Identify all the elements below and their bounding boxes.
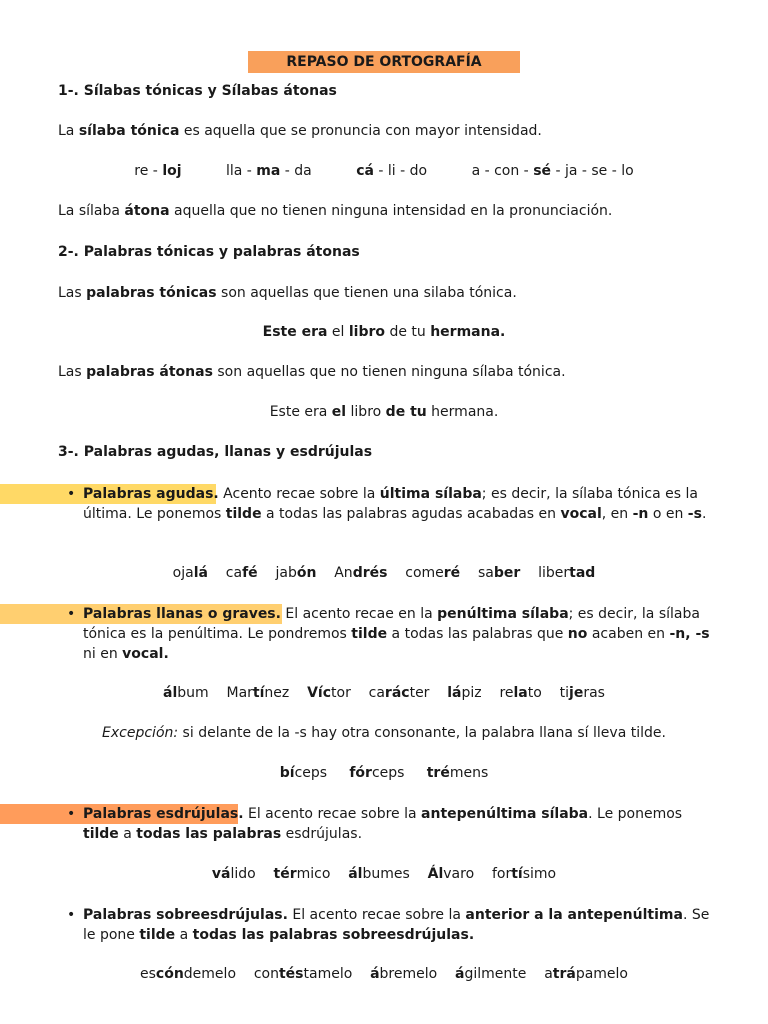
example-word: Víctor <box>307 685 351 701</box>
example-word: jabón <box>275 565 317 581</box>
example-word: álbum <box>163 685 209 701</box>
example-word: libertad <box>538 565 596 581</box>
example-word: ojalá <box>172 565 208 581</box>
esdrujulas-examples <box>0 866 768 882</box>
bullet-dot-icon: • <box>67 606 76 622</box>
example-word: lla - ma - da <box>225 163 312 179</box>
example-word: térmico <box>273 866 331 882</box>
section-3-heading: 3-. Palabras agudas, llanas y esdrújulas <box>58 444 373 460</box>
document-title: REPASO DE ORTOGRAFÍA <box>248 51 520 73</box>
bullet-sobreesdrujulas: • Palabras sobreesdrújulas. El acento recae sobre la anterior a la antepenúltima. Se le pone tilde a todas las palabras sobreesdrújulas. <box>67 907 710 943</box>
excepcion-note: Excepción: si delante de la -s hay otra consonante, la palabra llana sí lleva tilde. <box>102 725 666 741</box>
bullet-dot-icon: • <box>67 907 76 923</box>
bullet-esdrujulas: • Palabras esdrújulas. El acento recae sobre la antepenúltima sílaba. Le ponemos tilde a todas las palabras esdrújulas. <box>67 806 683 842</box>
example-word: atrápamelo <box>544 966 628 982</box>
bullet-dot-icon: • <box>67 806 76 822</box>
example-word: escóndemelo <box>139 966 237 982</box>
bullet-dot-icon: • <box>67 486 76 502</box>
agudas-examples <box>0 565 768 581</box>
example-word: tijeras <box>559 685 605 701</box>
example-word: comeré <box>405 565 461 581</box>
s1-examples <box>0 163 768 179</box>
example-word: fortísimo <box>491 866 557 882</box>
example-word: ágilmente <box>455 966 527 982</box>
bullet-llanas: • Palabras llanas o graves. El acento recae en la penúltima sílaba; es decir, la sílaba tónica es la penúltima. Le pondremos tilde a todas las palabras que no acaben en -n, -s ni en vocal. <box>67 606 710 662</box>
example-word: álbumes <box>348 866 410 882</box>
example-word: café <box>225 565 258 581</box>
example-word: Martínez <box>226 685 290 701</box>
section-1-heading: 1-. Sílabas tónicas y Sílabas átonas <box>58 83 337 99</box>
example-word: relato <box>499 685 542 701</box>
s1-line-1: La sílaba tónica es aquella que se pronuncia con mayor intensidad. <box>58 123 542 139</box>
example-word: re - loj <box>134 163 182 179</box>
example-word: saber <box>478 565 521 581</box>
example-word: contéstamelo <box>253 966 353 982</box>
s1-line-2: La sílaba átona aquella que no tienen ninguna intensidad en la pronunciación. <box>58 203 613 219</box>
example-word: Álvaro <box>427 866 475 882</box>
example-word: Andrés <box>334 565 388 581</box>
example-word: ábremelo <box>370 966 438 982</box>
example-word: lápiz <box>447 685 482 701</box>
s2-example-2: Este era el libro de tu hermana. <box>269 404 499 420</box>
example-word: fórceps <box>349 765 405 781</box>
s2-example-1: Este era el libro de tu hermana. <box>262 324 506 340</box>
bullet-agudas: • Palabras agudas. Acento recae sobre la última sílaba; es decir, la sílaba tónica es la última. Le ponemos tilde a todas las palabras agudas acabadas en vocal, en -n o en -s. <box>67 486 707 522</box>
example-word: a - con - sé - ja - se - lo <box>471 163 634 179</box>
example-word: trémens <box>426 765 489 781</box>
s2-line-1: Las palabras tónicas son aquellas que tienen una silaba tónica. <box>58 285 517 301</box>
example-word: válido <box>211 866 256 882</box>
example-word: carácter <box>368 685 430 701</box>
section-2-heading: 2-. Palabras tónicas y palabras átonas <box>58 244 360 260</box>
s2-line-2: Las palabras átonas son aquellas que no tienen ninguna sílaba tónica. <box>58 364 566 380</box>
sobreesdrujulas-examples <box>0 966 768 982</box>
excepcion-examples <box>0 765 768 781</box>
example-word: cá - li - do <box>356 163 428 179</box>
llanas-examples <box>0 685 768 701</box>
example-word: bíceps <box>279 765 328 781</box>
